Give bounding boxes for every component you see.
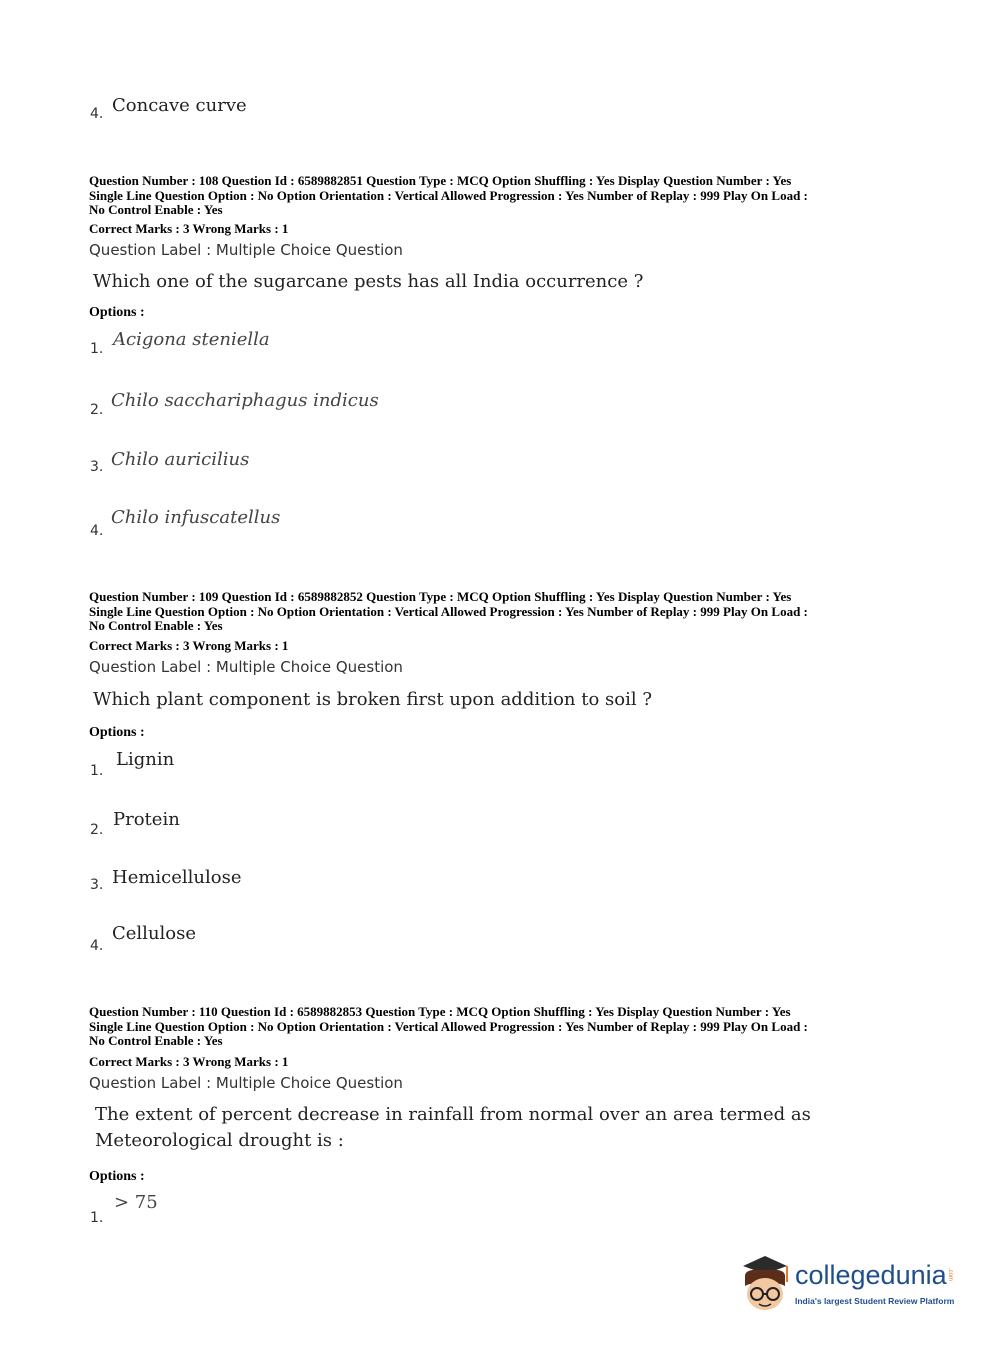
- option-number: 1.: [90, 763, 104, 779]
- option-number: 1.: [90, 341, 104, 357]
- question-110-metadata: [89, 1005, 919, 1049]
- meta-line: Question Number : 109 Question Id : 6589882852 Question Type : MCQ Option Shuffling : Yes Display Question Number : Yes: [89, 589, 792, 604]
- meta-line: Single Line Question Option : No Option Orientation : Vertical Allowed Progression : Yes Number of Replay : 999 Play On Load :: [89, 1018, 808, 1034]
- question-108-text: Which one of the sugarcane pests has all India occurrence ?: [93, 271, 644, 292]
- collegedunia-logo: [735, 1252, 965, 1318]
- question-108-metadata: [89, 174, 919, 218]
- question-109-label: Question Label : Multiple Choice Question: [89, 658, 403, 676]
- option-text: Hemicellulose: [112, 867, 242, 888]
- option-number: 1.: [90, 1210, 104, 1226]
- option-number: 2.: [90, 822, 104, 838]
- question-110-marks: Correct Marks : 3 Wrong Marks : 1: [89, 1054, 289, 1069]
- option-number: 4.: [90, 938, 104, 954]
- question-109-text: Which plant component is broken first upon addition to soil ?: [93, 689, 652, 710]
- option-text: Lignin: [116, 749, 175, 770]
- question-text-line: Meteorological drought is :: [95, 1130, 344, 1151]
- meta-line: No Control Enable : Yes: [89, 202, 223, 217]
- logo-tagline: India's largest Student Review Platform: [795, 1296, 955, 1306]
- meta-line: Single Line Question Option : No Option Orientation : Vertical Allowed Progression : Yes Number of Replay : 999 Play On Load :: [89, 187, 808, 203]
- option-text: Chilo infuscatellus: [111, 507, 281, 528]
- mascot-icon: [735, 1252, 793, 1318]
- meta-line: Question Number : 110 Question Id : 6589882853 Question Type : MCQ Option Shuffling : Yes Display Question Number : Yes: [89, 1004, 791, 1019]
- option-number: 2.: [90, 402, 104, 418]
- option-text: Protein: [113, 809, 180, 830]
- logo-dotcom: .com: [947, 1268, 953, 1282]
- option-text: Chilo sacchariphagus indicus: [111, 390, 379, 411]
- option-number: 4.: [90, 523, 104, 539]
- option-number: 3.: [90, 877, 104, 893]
- option-text: Concave curve: [112, 95, 247, 116]
- option-text: Acigona steniella: [113, 329, 270, 350]
- option-text: Chilo auricilius: [111, 449, 250, 470]
- option-number: 3.: [90, 459, 104, 475]
- options-label: Options :: [89, 305, 145, 320]
- logo-brand-name: collegedunia: [795, 1260, 947, 1290]
- option-text: > 75: [114, 1192, 158, 1213]
- question-108-label: Question Label : Multiple Choice Question: [89, 241, 403, 259]
- option-text: Cellulose: [112, 923, 197, 944]
- meta-line: No Control Enable : Yes: [89, 618, 223, 633]
- options-label: Options :: [89, 725, 145, 740]
- question-text-line: The extent of percent decrease in rainfall from normal over an area termed as: [95, 1104, 811, 1125]
- meta-line: Question Number : 108 Question Id : 6589882851 Question Type : MCQ Option Shuffling : Yes Display Question Number : Yes: [89, 173, 792, 188]
- option-number: 4.: [90, 106, 104, 122]
- question-110-label: Question Label : Multiple Choice Question: [89, 1074, 403, 1092]
- meta-line: Single Line Question Option : No Option Orientation : Vertical Allowed Progression : Yes Number of Replay : 999 Play On Load :: [89, 603, 808, 619]
- question-109-marks: Correct Marks : 3 Wrong Marks : 1: [89, 638, 289, 653]
- options-label: Options :: [89, 1169, 145, 1184]
- question-108-marks: Correct Marks : 3 Wrong Marks : 1: [89, 221, 289, 236]
- question-110-text: [95, 1102, 811, 1154]
- meta-line: No Control Enable : Yes: [89, 1033, 223, 1048]
- question-109-metadata: [89, 590, 919, 634]
